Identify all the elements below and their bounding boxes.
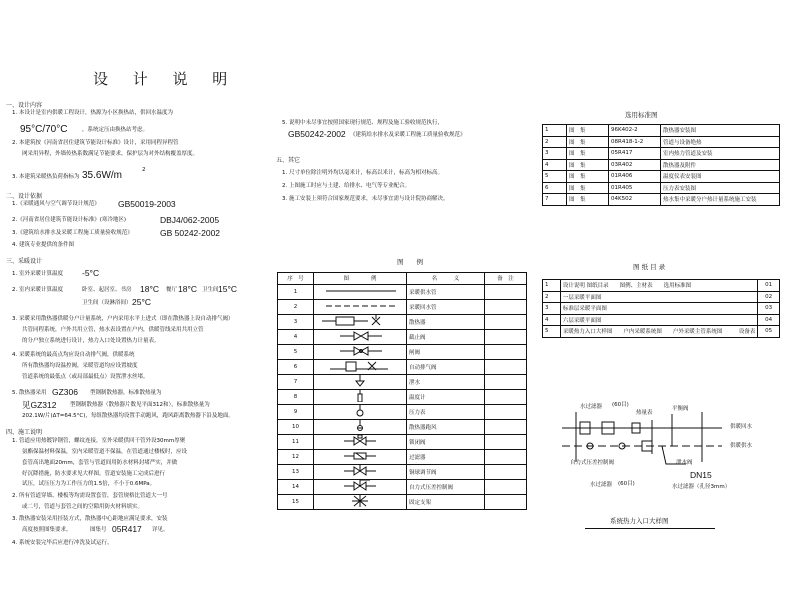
legend-name: 闸阀	[407, 344, 485, 359]
std-type: 图 集	[567, 194, 609, 206]
sec3-line2g: 15°C	[218, 284, 237, 294]
std-no: 6	[543, 182, 567, 194]
legend-row	[278, 314, 527, 329]
legend-remark	[485, 404, 527, 419]
sec4-line1d: 好沉降措施，防水要求见大样图。管道安装施工完成后进行	[22, 471, 166, 477]
legend-row	[278, 464, 527, 479]
legend-no: 7	[278, 374, 314, 389]
sec1-line1: 1. 本设计是室内供暖工程设计，热源为小区换热站，供回水温度为	[12, 110, 173, 116]
sec3-line2i: 25°C	[132, 297, 151, 307]
legend-symbol-graphic	[316, 390, 404, 402]
std-type: 图 集	[567, 171, 609, 183]
std-no: 5	[543, 171, 567, 183]
legend-symbol	[314, 314, 407, 329]
legend-no: 6	[278, 359, 314, 374]
sec3-line3c: 的分户独立系统进行设计，热力入口处设置热力计量表。	[22, 338, 160, 344]
legend-remark	[485, 479, 527, 494]
sec3-line1a: 1. 室外采暖计算温度	[12, 271, 63, 277]
sec4-line4: 4. 系统安装完毕后应进行冲洗及试运行。	[12, 540, 113, 546]
entry-label-1: 水过滤器	[580, 404, 603, 410]
sec4-line3b: 高度按照图集要求。	[22, 527, 72, 533]
entry-label-5: 自力式压差控制阀	[570, 460, 615, 466]
legend-remark	[485, 419, 527, 434]
legend-symbol-graphic	[316, 345, 404, 357]
entry-label-12: 供暖供水	[730, 443, 753, 449]
sec3-line5d: 见GZ312	[22, 400, 57, 410]
sec3-line5a: 5. 散热器采用	[12, 390, 47, 396]
legend-header-cell: 序 号	[278, 273, 314, 285]
legend-no: 3	[278, 314, 314, 329]
legend-no: 4	[278, 329, 314, 344]
entry-label-10: 水过滤器（孔径3mm）	[672, 484, 731, 490]
std-row	[543, 182, 780, 194]
sec4-line3d: 05R417	[112, 524, 142, 534]
drawing-name: 采暖热力入口大样图 户内采暖系统图 户外采暖主管系统图 设备表	[560, 326, 758, 338]
legend-row	[278, 284, 527, 299]
sec3-line2f: 卫生间	[202, 287, 219, 293]
std-title: 选用标准图	[625, 111, 658, 119]
std-row	[543, 159, 780, 171]
entry-label-7: (60目)	[618, 481, 635, 487]
sec3-line2b: 卧室、起居室、书房	[82, 287, 132, 293]
sec4-line1c: 套管高出地面20mm，套管与管道间用防水材料封堵严实，并做	[22, 460, 178, 466]
drawing-row	[543, 291, 780, 303]
legend-symbol	[314, 284, 407, 299]
std-row	[543, 194, 780, 206]
legend-remark	[485, 389, 527, 404]
sec2-code1: GB50019-2003	[118, 199, 176, 209]
legend-symbol	[314, 344, 407, 359]
sec3-line3a: 3. 采暖采用散热器供暖分户计量系统，户内采用水平上进式（即在散热器上设自动排气阀）	[12, 316, 234, 322]
std-code: 08R418-1-2	[609, 136, 661, 148]
legend-no: 11	[278, 434, 314, 449]
legend-symbol	[314, 404, 407, 419]
std-no: 7	[543, 194, 567, 206]
legend-name: 散热器跑风	[407, 419, 485, 434]
legend-symbol	[314, 494, 407, 509]
sec1-load: 35.6W/m	[82, 170, 123, 181]
legend-symbol-graphic	[316, 285, 404, 297]
drawing-name: 标准层采暖平面图	[560, 303, 758, 315]
drawing-row	[543, 280, 780, 292]
drawing-no: 2	[543, 291, 561, 303]
drawing-no: 4	[543, 314, 561, 326]
sec4-line1a: 1. 管道应用热镀锌钢管，螺纹连接，室外采暖供回干管外设30mm厚聚	[12, 438, 186, 444]
entry-label-6: 水过滤器	[590, 482, 613, 488]
legend-name: 散热器	[407, 314, 485, 329]
legend-symbol-graphic	[316, 420, 404, 432]
sec3-line5e: 型钢制散热器（散热器片数见平面312和），标准散热量为	[70, 402, 210, 408]
sec1-temp: 95°C/70°C	[20, 124, 68, 135]
legend-symbol	[314, 449, 407, 464]
sec3-line4c: 管道系统的最低点（或局部最低点）设置泄水丝堵。	[22, 374, 149, 380]
std-row	[543, 136, 780, 148]
std-type: 图 集	[567, 148, 609, 160]
std-row	[543, 148, 780, 160]
legend-remark	[485, 329, 527, 344]
legend-symbol-graphic	[316, 300, 404, 312]
sec5-line5a: 5. 说明中未尽事宜按照国家现行规范、规程及施工验收规范执行，	[282, 120, 443, 126]
legend-name: 锁闭阀	[407, 434, 485, 449]
drawing-list-table	[542, 279, 780, 338]
sec5-line5b: GB50242-2002	[288, 129, 346, 139]
legend-remark	[485, 314, 527, 329]
sec4-line3a: 3. 散热器安装采用挂装方式，散热器中心距地应满足要求，安装	[12, 516, 168, 522]
legend-name: 自动排气阀	[407, 359, 485, 374]
legend-no: 5	[278, 344, 314, 359]
sec2-line2: 2.《河南省居住建筑节能设计标准》(寒冷地区)	[12, 217, 127, 223]
sec1-line2b: 网采用异程，外墙传热系数满足节能要求，保护层为对外结构覆盖厚度。	[22, 151, 199, 157]
sec4-line1e: 试压，试压压力为工作压力的1.5倍，不小于0.6MPa。	[22, 481, 156, 487]
legend-remark	[485, 344, 527, 359]
sec1-heading: 一、设计内容	[6, 102, 43, 109]
legend-header-row	[278, 273, 527, 285]
std-name: 温度仪表安装图	[661, 171, 780, 183]
legend-no: 10	[278, 419, 314, 434]
sec4-line3c: 图集号	[90, 527, 107, 533]
legend-name: 铜球调节阀	[407, 464, 485, 479]
drawing-name: 一层采暖平面图	[560, 291, 758, 303]
entry-label-3: 热量表	[636, 410, 653, 416]
legend-symbol-graphic	[316, 450, 404, 462]
legend-table	[277, 272, 527, 510]
legend-symbol-graphic	[316, 375, 404, 387]
sec3-line1b: -5°C	[82, 268, 100, 278]
legend-row	[278, 359, 527, 374]
legend-row	[278, 374, 527, 389]
sec3-line5b: GZ306	[52, 387, 78, 397]
legend-symbol-graphic	[316, 360, 404, 372]
sec5-line2: 2. 上图施工时应与土建、给排水、电气等专业配合。	[282, 183, 410, 189]
drawing-name: 六层采暖平面图	[560, 314, 758, 326]
sec4-line1b: 氨酯保温材料保温，室内采暖管道不保温，在管道通过楼板时，应设	[22, 449, 188, 455]
std-name: 压力表安装图	[661, 182, 780, 194]
legend-name: 自力式压差控制阀	[407, 479, 485, 494]
sec3-line2c: 18°C	[140, 284, 159, 294]
legend-remark	[485, 449, 527, 464]
drawing-number: 01	[758, 280, 780, 292]
std-name: 室内热力管道及安装	[661, 148, 780, 160]
std-type: 图 集	[567, 136, 609, 148]
legend-symbol	[314, 419, 407, 434]
std-row	[543, 125, 780, 137]
std-drawings-table	[542, 124, 780, 206]
sec5-heading: 五、其它	[276, 157, 301, 164]
legend-header-cell: 备 注	[485, 273, 527, 285]
std-type: 图 集	[567, 125, 609, 137]
legend-name: 截止阀	[407, 329, 485, 344]
legend-no: 9	[278, 404, 314, 419]
legend-symbol	[314, 299, 407, 314]
std-row	[543, 171, 780, 183]
sec3-line5c: 型钢制散热器，标准散热量为	[90, 390, 162, 396]
sec1-temp-note: ，系统定压由换热站考虑。	[82, 127, 149, 133]
legend-row	[278, 419, 527, 434]
legend-row	[278, 494, 527, 509]
legend-symbol	[314, 374, 407, 389]
legend-symbol-graphic	[316, 315, 404, 327]
legend-symbol	[314, 329, 407, 344]
sec2-line1: 1.《采暖通风与空气调节设计规范》	[12, 201, 100, 207]
sec5-line5c: 《建筑给水排水及采暖工程施工质量验收规范》	[350, 132, 466, 138]
drawing-no: 1	[543, 280, 561, 292]
std-code: 96K402-2	[609, 125, 661, 137]
drawing-name: 设计说明 图纸目录 图例、主材表 选用标准图	[560, 280, 758, 292]
legend-symbol	[314, 479, 407, 494]
sec4-heading: 四、施工说明	[6, 429, 43, 436]
legend-symbol-graphic	[316, 480, 404, 492]
legend-no: 12	[278, 449, 314, 464]
sec3-line2d: 餐厅	[166, 287, 178, 293]
std-code: 01R406	[609, 171, 661, 183]
entry-label-4: 平衡阀	[672, 406, 689, 412]
entry-label-11: 供暖回水	[730, 424, 753, 430]
legend-no: 1	[278, 284, 314, 299]
sec2-line4: 4. 建筑专业提供的条件图	[12, 242, 74, 248]
dwg-title: 图 纸 目 录	[633, 263, 666, 271]
std-code: 04K502	[609, 194, 661, 206]
std-code: 03R402	[609, 159, 661, 171]
sec4-line3e: 详见。	[152, 527, 169, 533]
drawing-number: 04	[758, 314, 780, 326]
drawing-number: 03	[758, 303, 780, 315]
legend-name: 泄水	[407, 374, 485, 389]
sec3-line2h: 卫生间（设淋浴间）	[82, 300, 132, 306]
legend-header-cell: 名 义	[407, 273, 485, 285]
std-code: 05R417	[609, 148, 661, 160]
legend-remark	[485, 359, 527, 374]
legend-name: 固定支架	[407, 494, 485, 509]
legend-remark	[485, 494, 527, 509]
legend-symbol	[314, 464, 407, 479]
legend-row	[278, 389, 527, 404]
entry-title: 系统热力入口大样图	[610, 517, 669, 525]
legend-symbol-graphic	[316, 405, 404, 417]
entry-label-8: 泄水阀	[676, 460, 693, 466]
legend-name: 采暖供水管	[407, 284, 485, 299]
drawing-row	[543, 326, 780, 338]
legend-remark	[485, 374, 527, 389]
drawing-no: 3	[543, 303, 561, 315]
legend-name: 温度计	[407, 389, 485, 404]
legend-no: 14	[278, 479, 314, 494]
legend-symbol	[314, 389, 407, 404]
legend-name: 采暖回水管	[407, 299, 485, 314]
sec1-line2a: 2. 本建筑按《河南省居住建筑节能设计标准》设计，采用同程异程管	[12, 140, 179, 146]
legend-remark	[485, 464, 527, 479]
sec2-code2: DBJ4/062-2005	[160, 215, 220, 225]
legend-name: 过滤器	[407, 449, 485, 464]
sec1-line3: 3. 本建筑采暖热负荷指标为	[12, 174, 80, 180]
sec3-line2a: 2. 室内采暖计算温度	[12, 287, 63, 293]
doc-title: 设 计 说 明	[93, 70, 238, 88]
sec5-line3: 3. 施工安装上须符合国家规范要求，未尽事宜需与设计院协商解决。	[282, 196, 449, 202]
legend-no: 15	[278, 494, 314, 509]
legend-row	[278, 449, 527, 464]
sec2-code3: GB 50242-2002	[160, 228, 221, 238]
sec1-load-sup: 2	[142, 167, 146, 173]
drawing-number: 05	[758, 326, 780, 338]
legend-no: 8	[278, 389, 314, 404]
legend-remark	[485, 434, 527, 449]
legend-symbol-graphic	[316, 330, 404, 342]
sec3-line4b: 所有散热器均设温控阀，采暖管道均应设置坡度	[22, 363, 138, 369]
std-code: 01R405	[609, 182, 661, 194]
legend-row	[278, 479, 527, 494]
sec3-line2e: 18°C	[178, 284, 197, 294]
std-type: 图 集	[567, 159, 609, 171]
legend-no: 2	[278, 299, 314, 314]
drawing-no: 5	[543, 326, 561, 338]
sec5-line1: 1. 尺寸单位除注明外均以毫米计，标高以米计，标高为相对标高。	[282, 170, 443, 176]
legend-symbol	[314, 434, 407, 449]
legend-no: 13	[278, 464, 314, 479]
legend-header-cell: 图 例	[314, 273, 407, 285]
legend-row	[278, 344, 527, 359]
legend-symbol-graphic	[316, 495, 404, 507]
std-no: 2	[543, 136, 567, 148]
std-name: 散热器安装图	[661, 125, 780, 137]
sec3-line4a: 4. 采暖系统的最高点均应设自动排气阀，供暖系统	[12, 352, 135, 358]
entry-title-underline	[585, 528, 715, 529]
legend-row	[278, 299, 527, 314]
sec3-line5f: 202.1W/片(ΔT=64.5°C)，每组散热器均设置手动跑风，跑风距离散热器下沿及地面。	[22, 413, 234, 419]
entry-label-9: DN15	[690, 470, 712, 480]
sec3-heading: 三、采暖设计	[6, 258, 43, 265]
sec4-line2a: 2. 所有管道穿墙、楼板等均需设置套管，套管规格比管道大一号	[12, 493, 168, 499]
std-no: 4	[543, 159, 567, 171]
sec3-line3b: 共管同程系统，户外共用立管，热水表设置在户内，供暖管线采用共用立管	[22, 327, 204, 333]
entry-label-2: (60目)	[612, 402, 629, 408]
std-name: 热水集中采暖分户热计量系统施工安装	[661, 194, 780, 206]
legend-row	[278, 329, 527, 344]
legend-symbol	[314, 359, 407, 374]
sec4-line2b: 或二号，管道与套管之间的空隙用防火材料填实。	[22, 504, 144, 510]
drawing-number: 02	[758, 291, 780, 303]
std-type: 图 集	[567, 182, 609, 194]
sec2-line3: 3.《建筑给水排水及采暖工程施工质量验收规范》	[12, 230, 133, 236]
legend-name: 压力表	[407, 404, 485, 419]
legend-row	[278, 404, 527, 419]
legend-symbol-graphic	[316, 435, 404, 447]
drawing-row	[543, 314, 780, 326]
legend-row	[278, 434, 527, 449]
sec2-heading: 二、设计依据	[6, 193, 43, 200]
std-no: 1	[543, 125, 567, 137]
drawing-row	[543, 303, 780, 315]
std-name: 管道与设备绝热	[661, 136, 780, 148]
std-name: 散热器及附件	[661, 159, 780, 171]
legend-symbol-graphic	[316, 465, 404, 477]
legend-title: 图 例	[397, 258, 423, 266]
legend-remark	[485, 299, 527, 314]
legend-remark	[485, 284, 527, 299]
std-no: 3	[543, 148, 567, 160]
